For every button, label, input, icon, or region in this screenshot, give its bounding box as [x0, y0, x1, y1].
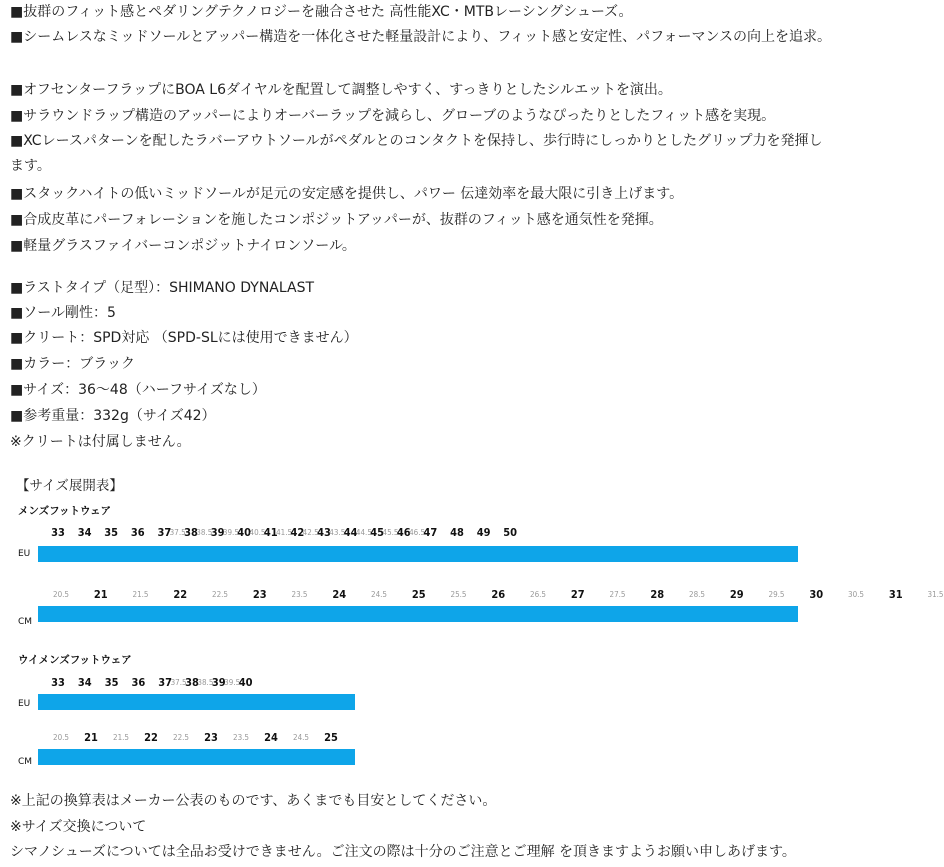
spec-color: ■カラー：ブラック: [10, 356, 135, 372]
womens-eu-size-label: 38.5: [197, 678, 214, 687]
mens-eu-size-label: 33: [51, 526, 65, 539]
womens-cm-axis-label: CM: [18, 757, 33, 767]
mens-cm-size-label: 22: [173, 588, 188, 601]
mens-cm-size-label: 27.5: [609, 590, 626, 599]
mens-eu-size-label: 38: [184, 526, 198, 539]
mens-eu-size-label: 43: [317, 526, 331, 539]
womens-eu-size-label: 37: [158, 676, 173, 689]
feature-item: ■サラウンドラップ構造のアッパーによりオーバーラップを減らし、グローブのようなぴったりとしたフィット感を実現。: [10, 108, 776, 124]
mens-eu-size-label: 47: [423, 526, 438, 539]
feature-item: ■シームレスなミッドソールとアッパー構造を一体化させた軽量設計により、フィット感と安定性、パフォーマンスの向上を追求。: [10, 29, 832, 45]
mens-cm-tick: [856, 606, 857, 622]
mens-cm-size-label: 23: [252, 588, 267, 601]
mens-eu-size-label: 34: [77, 526, 92, 539]
womens-eu-size-label: 39: [211, 676, 226, 689]
mens-cm-size-label: 29.5: [768, 590, 785, 599]
womens-eu-size-label: 36: [131, 676, 146, 689]
spec-cleat-note: ※クリートは付属しません。: [10, 434, 191, 450]
womens-eu-size-label: 39.5: [224, 678, 241, 687]
mens-cm-size-label: 21.5: [132, 590, 149, 599]
spec-last-type: ■ラストタイプ（足型）：SHIMANO DYNALAST: [10, 280, 315, 296]
mens-eu-size-label: 39: [210, 526, 225, 539]
spec-weight: ■参考重量：332g（サイズ42）: [10, 408, 216, 424]
mens-cm-axis-label: CM: [18, 617, 33, 627]
mens-cm-size-label: 31.5: [927, 590, 944, 599]
spec-sizes: ■サイズ：36～48（ハーフサイズなし）: [10, 382, 266, 398]
mens-eu-bar: [38, 546, 798, 562]
spec-cleat: ■クリート：SPD対応 （SPD-SLには使用できません）: [10, 330, 358, 346]
mens-eu-size-label: 36: [130, 526, 145, 539]
note-exchange-heading: ※サイズ交換について: [10, 819, 147, 835]
womens-eu-size-label: 38: [185, 676, 199, 689]
note-conversion: ※上記の換算表はメーカー公表のものです、あくまでも目安としてください。: [10, 793, 497, 809]
mens-eu-size-label: 46.5: [409, 528, 426, 537]
womens-cm-size-label: 25: [324, 731, 338, 744]
mens-footwear-label: メンズフットウェア: [18, 505, 112, 517]
womens-cm-size-label: 21: [84, 731, 98, 744]
mens-eu-size-label: 45: [370, 526, 385, 539]
note-exchange-body: シマノシューズについては全品お受けできません。ご注文の際は十分のご注意とご理解 を頂きますようお願い申しあげます。: [10, 844, 796, 860]
mens-eu-size-label: 40: [237, 526, 252, 539]
feature-item: ■合成皮革にパーフォレーションを施したコンポジットアッパーが、抜群のフィット感を通気性を発揮。: [10, 212, 663, 228]
womens-eu-size-label: 33: [51, 676, 65, 689]
womens-cm-size-label: 20.5: [52, 733, 70, 742]
feature-item: ■抜群のフィット感とペダリングテクノロジーを融合させた 高性能XC・MTBレーシングシューズ。: [10, 4, 633, 20]
mens-cm-size-label: 30: [809, 588, 824, 601]
womens-cm-size-label: 22.5: [172, 733, 190, 742]
mens-cm-size-label: 25: [411, 588, 426, 601]
mens-eu-size-label: 43.5: [329, 528, 346, 537]
mens-cm-size-label: 21: [93, 588, 108, 601]
feature-item: ■軽量グラスファイバーコンポジットナイロンソール。: [10, 238, 356, 254]
mens-eu-size-label: 44: [343, 526, 358, 539]
feature-item: ■XCレースパターンを配したラバーアウトソールがペダルとのコンタクトを保持し、歩行時にしっかりとしたグリップ力を発揮します。: [10, 133, 823, 174]
mens-eu-size-label: 35: [104, 526, 119, 539]
womens-cm-bar: [38, 749, 355, 765]
size-chart-title: 【サイズ展開表】: [16, 478, 123, 494]
mens-eu-size-label: 37.5: [169, 528, 186, 537]
mens-eu-size-label: 50: [503, 526, 518, 539]
mens-cm-size-label: 25.5: [450, 590, 467, 599]
spec-sole-stiffness: ■ソール剛性：5: [10, 305, 116, 321]
womens-cm-size-label: 23.5: [232, 733, 250, 742]
mens-eu-size-label: 41.5: [276, 528, 293, 537]
womens-eu-size-label: 40: [238, 676, 253, 689]
mens-cm-size-label: 22.5: [211, 590, 229, 599]
womens-eu-size-label: 34: [77, 676, 92, 689]
mens-eu-axis-label: EU: [18, 549, 31, 559]
womens-cm-size-label: 24.5: [292, 733, 310, 742]
mens-eu-size-label: 44.5: [355, 528, 372, 537]
mens-eu-size-label: 49: [476, 526, 491, 539]
mens-eu-size-label: 42: [290, 526, 305, 539]
mens-eu-size-label: 46: [396, 526, 411, 539]
womens-eu-bar: [38, 694, 355, 710]
womens-eu-axis-label: EU: [18, 699, 31, 709]
mens-cm-size-label: 23.5: [291, 590, 308, 599]
womens-eu-size-label: 37.5: [170, 678, 187, 687]
womens-cm-size-label: 21.5: [112, 733, 130, 742]
mens-cm-size-label: 26: [491, 588, 506, 601]
mens-eu-size-label: 48: [450, 526, 464, 539]
mens-eu-size-label: 41: [263, 526, 278, 539]
mens-eu-size-label: 38.5: [196, 528, 213, 537]
mens-cm-size-label: 24: [332, 588, 347, 601]
mens-cm-size-label: 28: [650, 588, 665, 601]
mens-cm-size-label: 28.5: [688, 590, 706, 599]
mens-cm-bar: [38, 606, 798, 622]
mens-eu-size-label: 37: [157, 526, 172, 539]
mens-eu-size-label: 45.5: [382, 528, 399, 537]
mens-cm-size-label: 30.5: [847, 590, 865, 599]
feature-item: ■オフセンターフラップにBOA L6ダイヤルを配置して調整しやすく、すっきりとしたシルエットを演出。: [10, 82, 672, 98]
mens-cm-size-label: 31: [888, 588, 903, 601]
mens-cm-size-label: 20.5: [52, 590, 70, 599]
mens-cm-size-label: 29: [729, 588, 744, 601]
womens-footwear-label: ウイメンズフットウェア: [18, 654, 132, 666]
feature-item: ■スタックハイトの低いミッドソールが足元の安定感を提供し、パワー 伝達効率を最大限に引き上げます。: [10, 186, 684, 202]
womens-cm-size-label: 24: [264, 731, 278, 744]
womens-eu-size-label: 35: [104, 676, 119, 689]
mens-eu-size-label: 39.5: [222, 528, 239, 537]
womens-cm-size-label: 22: [144, 731, 158, 744]
mens-cm-size-label: 27: [570, 588, 585, 601]
mens-cm-size-label: 26.5: [529, 590, 547, 599]
womens-cm-size-label: 23: [204, 731, 218, 744]
mens-cm-size-label: 24.5: [370, 590, 388, 599]
mens-eu-size-label: 42.5: [302, 528, 319, 537]
mens-eu-size-label: 40.5: [249, 528, 266, 537]
